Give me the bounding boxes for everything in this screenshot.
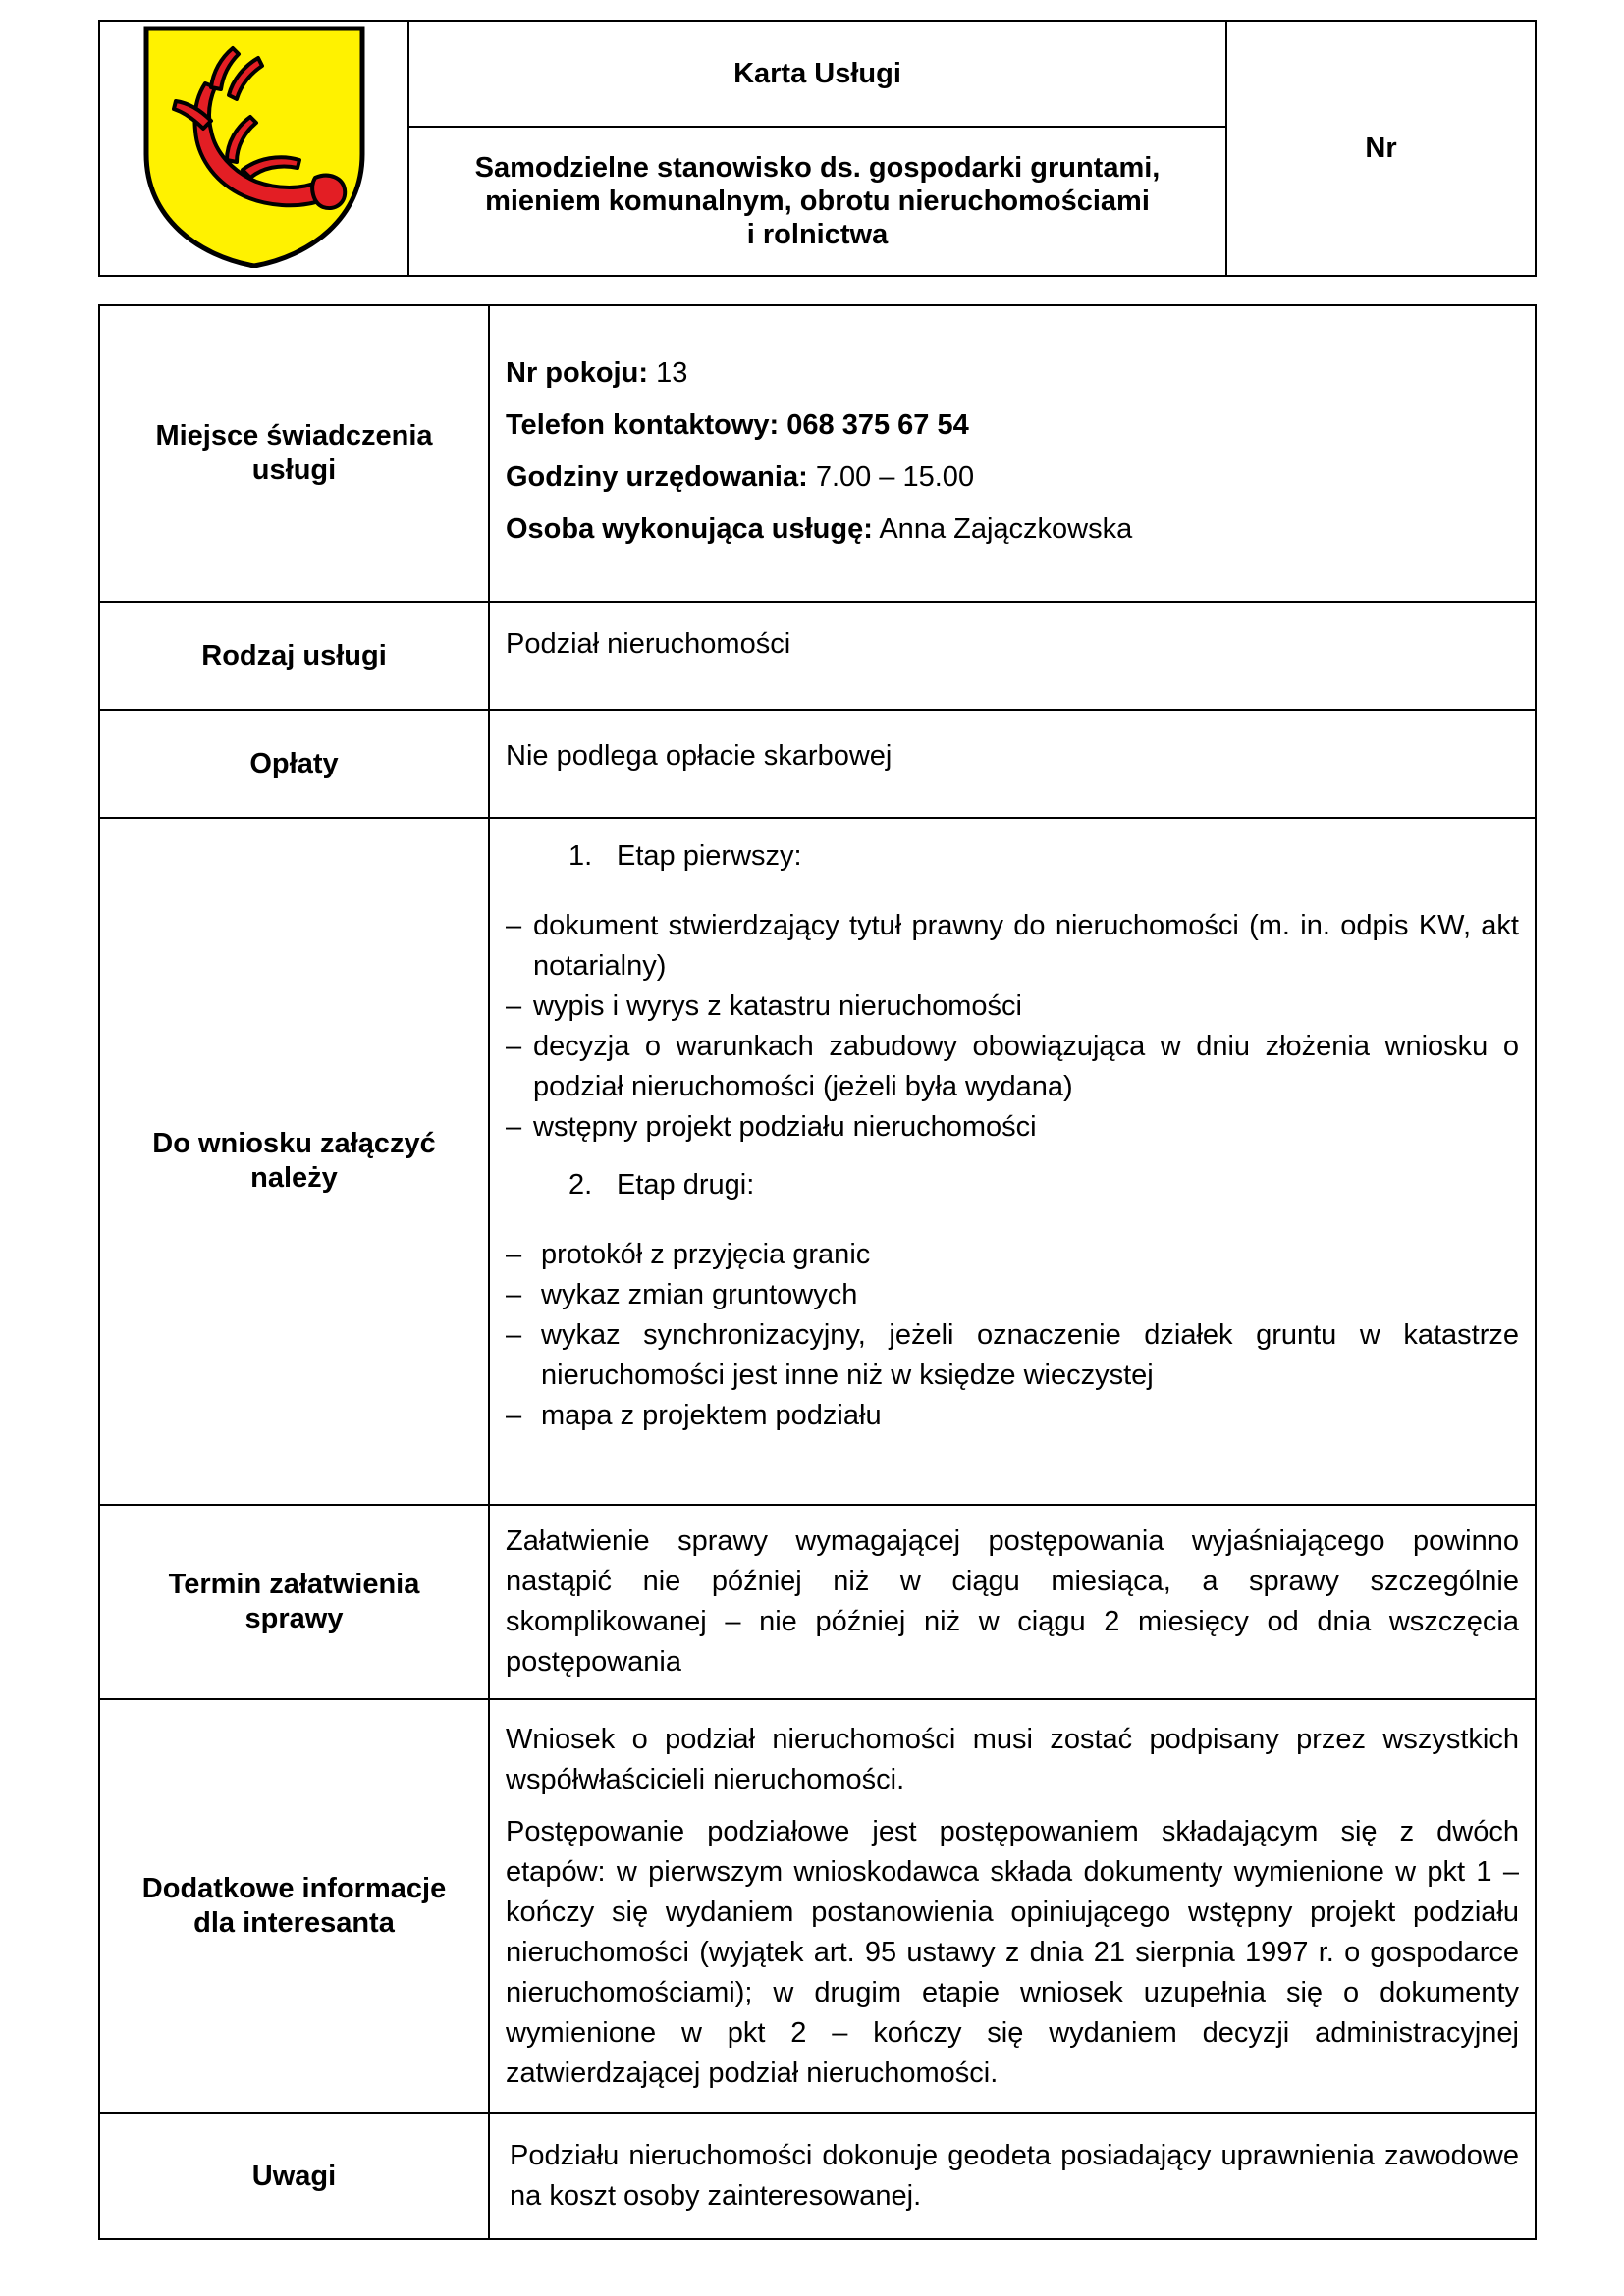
attachments-label: Do wniosku załączyć należy [99,818,489,1505]
department-line: mieniem komunalnym, obrotu nieruchomościami [485,186,1150,217]
header-table [98,20,1537,277]
place-content [489,305,1536,602]
coat-of-arms-logo [142,25,366,268]
office-hours: 7.00 – 15.00 [815,461,975,493]
coat-of-arms-cell [99,21,408,276]
step-one-list [506,906,1519,1148]
person-info: Osoba wykonująca usługę: Anna Zajączkowska [506,513,1133,545]
additional-paragraph: Postępowanie podziałowe jest postępowaniem składającym się z dwóch etapów: w pierwszym wnioskodawca składa dokumenty wymienione w pkt 1 – kończy się wydaniem postanowienia opiniującego wstępny projekt podziału nieruchomości (wyjątek art. 95 ustawy z dnia 21 sierpnia 1997 r. o gospodarce nieruchomościami); w drugim etapie wniosek uzupełnia się o dokumenty wymienione w pkt 2 – kończy się wydaniem decyzji administracyjnej zatwierdzającej podział nieruchomości. [506,1815,1519,2089]
list-item: – wypis i wyrys z katastru nieruchomości [506,990,1022,1022]
table-row [99,710,1536,818]
hours-info: Godziny urzędowania: 7.00 – 15.00 [506,461,975,493]
list-item: – wykaz zmian gruntowych [506,1279,858,1310]
card-title: Karta Usługi [408,21,1226,127]
remarks-label: Uwagi [99,2113,489,2239]
room-number: 13 [656,357,688,389]
attachments-content [489,818,1536,1505]
step-two-list [506,1235,1519,1436]
number-field: Nr [1226,21,1536,276]
table-row [99,2113,1536,2239]
department-name [408,127,1226,276]
table-row [99,1699,1536,2113]
table-row [99,602,1536,710]
step-one-heading: 1. Etap pierwszy: [568,840,802,872]
department-line: Samodzielne stanowisko ds. gospodarki gruntami, [474,152,1161,184]
person-name: Anna Zajączkowska [879,513,1133,545]
fees-label: Opłaty [99,710,489,818]
department-line: i rolnictwa [746,219,889,250]
additional-info-label: Dodatkowe informacje dla interesanta [99,1699,489,2113]
service-type-label: Rodzaj usługi [99,602,489,710]
list-item: – decyzja o warunkach zabudowy obowiązująca w dniu złożenia wniosku o podział nieruchomości (jeżeli była wydana) [506,1031,1519,1102]
list-item: – wykaz synchronizacyjny, jeżeli oznaczenie działek gruntu w katastrze nieruchomości jest inne niż w księdze wieczystej [506,1319,1519,1391]
list-item: – protokół z przyjęcia granic [506,1239,871,1270]
list-item: – mapa z projektem podziału [506,1400,882,1431]
room-info: Nr pokoju: 13 [506,357,688,389]
deadline-label: Termin załatwienia sprawy [99,1505,489,1699]
table-row [99,818,1536,1505]
remarks-value: Podziału nieruchomości dokonuje geodeta posiadający uprawnienia zawodowe na koszt osoby zainteresowanej. [489,2113,1536,2239]
fees-value: Nie podlega opłacie skarbowej [489,710,1536,818]
service-type-value: Podział nieruchomości [489,602,1536,710]
table-row [99,1505,1536,1699]
step-two-heading: 2. Etap drugi: [568,1169,755,1201]
service-details-table [98,304,1537,2240]
additional-info-content [489,1699,1536,2113]
table-row [99,305,1536,602]
list-item: – wstępny projekt podziału nieruchomości [506,1111,1037,1143]
list-item: – dokument stwierdzający tytuł prawny do nieruchomości (m. in. odpis KW, akt notarialny) [506,910,1519,982]
deadline-value: Załatwienie sprawy wymagającej postępowania wyjaśniającego powinno nastąpić nie później niż w ciągu miesiąca, a sprawy szczególnie skomplikowanej – nie później niż w ciągu 2 miesięcy od dnia wszczęcia postępowania [489,1505,1536,1699]
place-label: Miejsce świadczenia usługi [99,305,489,602]
additional-paragraph: Wniosek o podział nieruchomości musi zostać podpisany przez wszystkich współwłaścicieli nieruchomości. [506,1723,1519,1795]
phone-info: Telefon kontaktowy: 068 375 67 54 [506,409,969,441]
